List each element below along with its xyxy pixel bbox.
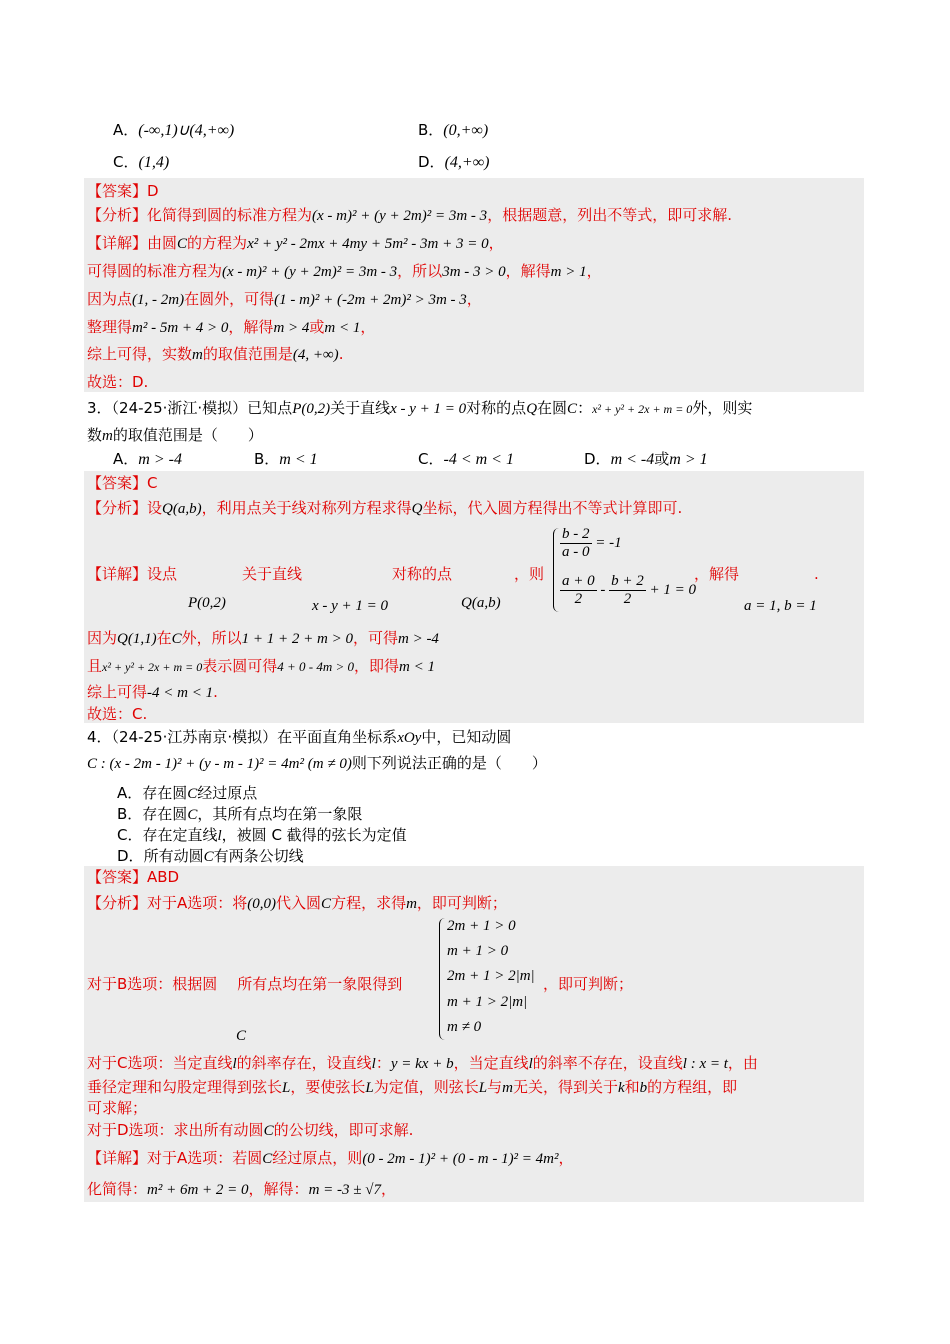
q4-detail-line-1 — [87, 1147, 865, 1170]
option-label: D． — [418, 153, 445, 171]
text: 在圆外，可得 — [184, 290, 275, 308]
text: 数 — [87, 426, 103, 444]
text: ， — [466, 290, 482, 308]
q3-answer: 【答案】C — [87, 474, 158, 492]
text: 关于直线 — [330, 399, 391, 417]
math: L — [282, 1080, 291, 1096]
text: 表示圆可得 — [202, 657, 278, 675]
text: 综上可得，实数 — [87, 345, 193, 363]
math: C — [187, 786, 198, 802]
text: 经过原点 — [197, 784, 258, 802]
text: 因为 — [87, 629, 118, 647]
text: 无关，得到关于 — [512, 1078, 618, 1096]
q3-text-then: ，则 — [514, 565, 545, 583]
q3-option-c — [418, 449, 514, 470]
q4-system-row-5: m ≠ 0 — [447, 1019, 482, 1035]
analysis-tag: 【分析】 — [87, 894, 148, 912]
q3-choice: 故选：C. — [87, 705, 148, 723]
q4-answer: 【答案】ABD — [87, 868, 180, 886]
option-label: C． — [113, 153, 139, 171]
q4-stem-line-1 — [87, 726, 865, 749]
text: 对于A选项：若圆 — [147, 1149, 263, 1167]
q4-system-row-2: m + 1 > 0 — [447, 943, 509, 959]
math: m — [192, 347, 203, 363]
math: (1 - m)² + (-2m + 2m)² > 3m - 3 — [274, 292, 467, 308]
q3-detail-tag — [87, 563, 197, 585]
option-label: C． — [117, 826, 143, 844]
option-label: C． — [418, 450, 444, 468]
math: L — [478, 1080, 488, 1096]
text: ，要使弦长 — [290, 1078, 366, 1096]
analysis-tag: 【分析】 — [87, 206, 148, 224]
operator: - — [600, 581, 606, 598]
option-math: -4 < m < 1 — [443, 451, 514, 468]
text: ，即得 — [354, 657, 400, 675]
text: ， — [380, 1180, 396, 1198]
q3-stem-line-1 — [87, 397, 865, 420]
q4-analysis-c-line-2 — [87, 1076, 865, 1099]
q3-system-row-1 — [560, 526, 622, 561]
text: ，当定直线 — [453, 1054, 529, 1072]
q3-stem-line-2 — [87, 424, 865, 447]
math: m² + 6m + 2 = 0 — [147, 1182, 249, 1198]
q4-analysis-a — [87, 892, 865, 915]
option-label: D． — [117, 847, 144, 865]
rhs: + 1 = 0 — [649, 581, 696, 598]
option-label: A． — [113, 121, 139, 139]
q3-detail-line-3 — [87, 655, 865, 678]
math: m < 1 — [399, 659, 436, 675]
text: ，解得 — [228, 318, 274, 336]
text: 在平面直角坐标系 — [277, 728, 398, 746]
q3-point-q — [461, 591, 521, 614]
q3-text-line: 关于直线 — [242, 565, 303, 583]
option-label: B． — [117, 805, 143, 823]
q2-option-b — [418, 120, 488, 141]
math: C — [187, 807, 198, 823]
math: a = 1, b = 1 — [744, 598, 817, 614]
math: Q — [411, 501, 423, 517]
q2-detail-line-1 — [87, 232, 865, 255]
math: b — [639, 1080, 648, 1096]
question-number: 3． — [87, 399, 112, 417]
q4-option-d — [117, 845, 895, 868]
text: 在 — [156, 629, 172, 647]
text: 设 — [147, 499, 163, 517]
denominator: 2 — [574, 591, 583, 607]
text: ： — [375, 1054, 391, 1072]
math: l — [528, 1056, 533, 1072]
math: P(0,2) — [292, 401, 331, 417]
q2-detail-line-4 — [87, 316, 865, 339]
text: 化简得： — [87, 1180, 148, 1198]
text: 存在圆 — [142, 784, 188, 802]
math: C — [177, 236, 188, 252]
text: 因为点 — [87, 290, 133, 308]
text: 对于B选项：根据圆 — [87, 975, 218, 993]
text: 所有点均在第一象限得到 — [237, 975, 403, 993]
math: 1 + 1 + 2 + m > 0 — [241, 631, 353, 647]
math: l : x = t — [682, 1056, 728, 1072]
text: 外，所以 — [181, 629, 242, 647]
text: 且 — [87, 657, 103, 675]
math: Q(a,b) — [162, 501, 202, 517]
q3-option-d — [584, 449, 708, 470]
q4-option-c — [117, 824, 895, 847]
rhs: = -1 — [595, 534, 622, 551]
text: ，即可判断； — [416, 894, 507, 912]
q4-stem-line-2 — [87, 752, 865, 775]
text: ，利用点关于线对称列方程求得 — [201, 499, 412, 517]
question-source: （24-25·江苏南京·模拟） — [111, 728, 278, 746]
q4-analysis-b — [87, 973, 437, 995]
text: 为定值，则弦长 — [373, 1078, 479, 1096]
math: C — [262, 1151, 273, 1167]
math: l — [217, 828, 222, 844]
math: Q — [526, 401, 538, 417]
text: 由圆 — [147, 234, 178, 252]
q4-option-b — [117, 803, 895, 826]
q4-option-a — [117, 782, 895, 805]
option-label: B． — [418, 121, 444, 139]
math: L — [365, 1080, 374, 1096]
text: 坐标，代入圆方程得出不等式计算即可. — [422, 499, 683, 517]
math: P(0,2) — [188, 595, 226, 611]
text: 在圆 — [537, 399, 568, 417]
text: 对于D选项：求出所有动圆 — [87, 1121, 264, 1139]
math: m² - 5m + 4 > 0 — [132, 320, 229, 336]
text: 化简得到圆的标准方程为 — [147, 206, 313, 224]
option-text: 或 — [654, 450, 670, 468]
math: C — [236, 1028, 247, 1044]
q4-analysis-c-line-3: 可求解； — [87, 1099, 148, 1117]
q2-detail-line-3 — [87, 288, 865, 311]
text: ， — [488, 234, 504, 252]
q3-point-p — [188, 591, 248, 614]
math: C — [263, 1123, 274, 1139]
question-source: （24-25·浙江·模拟） — [111, 399, 248, 417]
option-label: D． — [584, 450, 611, 468]
numerator: b - 2 — [562, 526, 590, 542]
denominator: a - 0 — [562, 544, 590, 560]
text: 对称的点 — [466, 399, 527, 417]
math: (x - m)² + (y + 2m)² = 3m - 3 — [222, 264, 398, 280]
text: ，解得 — [505, 262, 551, 280]
text: ， — [360, 318, 376, 336]
detail-tag: 【详解】 — [87, 234, 148, 252]
math: Q(1,1) — [117, 631, 157, 647]
q4-system-row-1: 2m + 1 > 0 — [447, 918, 516, 934]
fraction — [560, 526, 592, 561]
math: x - y + 1 = 0 — [390, 401, 467, 417]
math: l — [232, 1056, 237, 1072]
text: 的方程为 — [187, 234, 248, 252]
text: 则下列说法正确的是（ ） — [351, 754, 547, 772]
option-math: m < 1 — [279, 451, 318, 468]
text: 外，则实 — [692, 399, 753, 417]
math: x² + y² + 2x + m = 0 — [102, 660, 203, 674]
text: . — [213, 683, 218, 701]
text: 的取值范围是（ ） — [112, 426, 263, 444]
q3-period: . — [814, 565, 819, 583]
text: 代入圆 — [276, 894, 322, 912]
q4-analysis-d — [87, 1119, 865, 1142]
q3-text-sym: 对称的点 — [392, 565, 453, 583]
q3-text-solve: ，解得 — [694, 565, 740, 583]
math: (1, - 2m) — [132, 292, 185, 308]
q3-system-row-2 — [560, 573, 696, 608]
text: ，可得 — [352, 629, 398, 647]
text: 和 — [624, 1078, 640, 1096]
text: 的斜率存在，设直线 — [236, 1054, 372, 1072]
text: 中，已知动圆 — [421, 728, 512, 746]
text: 存在定直线 — [142, 826, 218, 844]
question-number: 4． — [87, 728, 112, 746]
option-math: (0,+∞) — [443, 122, 489, 139]
text: 已知点 — [247, 399, 293, 417]
math: m — [406, 896, 417, 912]
q4-system-row-4: m + 1 > 2|m| — [447, 994, 528, 1010]
math: m > 4 — [273, 320, 310, 336]
text: ，由 — [727, 1054, 758, 1072]
math: 3m - 3 > 0 — [442, 264, 506, 280]
q3-detail-line-2 — [87, 627, 865, 650]
text: ， — [586, 262, 602, 280]
q4-analysis-c-line-1 — [87, 1052, 865, 1075]
text: 或 — [309, 318, 325, 336]
denominator: 2 — [623, 591, 632, 607]
q2-choice: 故选：D. — [87, 373, 149, 391]
text: 可得圆的标准方程为 — [87, 262, 223, 280]
math: (4, +∞) — [292, 347, 339, 363]
option-label: B． — [254, 450, 280, 468]
option-math: (1,4) — [138, 154, 170, 171]
math: (x - m)² + (y + 2m)² = 3m - 3 — [312, 208, 488, 224]
option-math: (4,+∞) — [444, 154, 490, 171]
text: ， — [558, 1149, 574, 1167]
math: x - y + 1 = 0 — [312, 598, 389, 614]
math: m — [502, 1080, 513, 1096]
numerator: a + 0 — [562, 573, 595, 589]
q4-system-row-3: 2m + 1 > 2|m| — [447, 968, 535, 984]
q3-analysis — [87, 497, 865, 520]
math: C — [321, 896, 332, 912]
fraction — [609, 573, 646, 608]
math: Q(a,b) — [461, 595, 501, 611]
numerator: b + 2 — [611, 573, 644, 589]
q2-option-a — [113, 120, 234, 141]
text: ，所以 — [397, 262, 443, 280]
option-math: (-∞,1)∪(4,+∞) — [138, 122, 235, 139]
text: ： — [577, 399, 593, 417]
math: m < 1 — [324, 320, 361, 336]
detail-tag: 【详解】 — [87, 1149, 148, 1167]
math: m = -3 ± √7 — [308, 1182, 381, 1198]
q2-detail-line-2 — [87, 260, 865, 283]
text: 对于A选项：将 — [147, 894, 248, 912]
text: 与 — [487, 1078, 503, 1096]
text: 整理得 — [87, 318, 133, 336]
text: 的斜率不存在，设直线 — [532, 1054, 683, 1072]
analysis-tag: 【分析】 — [87, 499, 148, 517]
text: ，解得： — [248, 1180, 309, 1198]
option-label: A． — [117, 784, 143, 802]
text: . — [338, 345, 344, 363]
text: 存在圆 — [142, 805, 188, 823]
q4-detail-line-2 — [87, 1178, 865, 1201]
math: x² + y² - 2mx + 4my + 5m² - 3m + 3 = 0 — [247, 236, 489, 252]
math: -4 < m < 1 — [147, 685, 214, 701]
text: 有两条公切线 — [213, 847, 304, 865]
q2-answer: 【答案】D — [87, 182, 159, 200]
text: 所有动圆 — [143, 847, 204, 865]
text: 综上可得 — [87, 683, 148, 701]
q2-option-c — [113, 152, 169, 173]
detail-tag: 【详解】 — [87, 565, 148, 583]
math: m — [102, 428, 113, 444]
math: (0,0) — [247, 896, 277, 912]
q4-analysis-b-end: ，即可判断； — [543, 975, 634, 993]
text: ，被圆 C 截得的弦长为定值 — [221, 826, 407, 844]
option-math: m > 1 — [669, 451, 708, 468]
text: ，其所有点均在第一象限 — [197, 805, 363, 823]
q3-option-a — [113, 449, 182, 470]
text: 方程，求得 — [331, 894, 407, 912]
text: 经过原点，则 — [272, 1149, 363, 1167]
text: 对于C选项：当定直线 — [87, 1054, 233, 1072]
math: l — [371, 1056, 376, 1072]
fraction — [560, 573, 597, 608]
q3-detail-line-4 — [87, 681, 865, 704]
q2-analysis — [87, 204, 865, 227]
option-math: m > -4 — [138, 451, 182, 468]
text: 垂径定理和勾股定理得到弦长 — [87, 1078, 283, 1096]
math: y = kx + b — [390, 1056, 454, 1072]
text: 的取值范围是 — [202, 345, 293, 363]
math: x² + y² + 2x + m = 0 — [592, 402, 693, 416]
math: C : (x - 2m - 1)² + (y - m - 1)² = 4m² (m ≠ 0) — [87, 756, 352, 772]
text: 的公切线，即可求解. — [273, 1121, 414, 1139]
math: C — [171, 631, 182, 647]
q2-detail-line-5 — [87, 343, 865, 366]
math: (0 - 2m - 1)² + (0 - m - 1)² = 4m² — [362, 1151, 559, 1167]
q3-solution-values — [744, 594, 824, 617]
option-label: A． — [113, 450, 139, 468]
math: m > 1 — [550, 264, 587, 280]
option-math: m < -4 — [610, 451, 655, 468]
math: C — [567, 401, 578, 417]
text: ，根据题意，列出不等式，即可求解. — [487, 206, 732, 224]
math: xOy — [397, 730, 422, 746]
q2-option-d — [418, 152, 489, 173]
text: 的方程组，即 — [647, 1078, 738, 1096]
math: 4 + 0 - 4m > 0 — [277, 659, 355, 674]
q3-option-b — [254, 449, 318, 470]
text: 设点 — [147, 565, 178, 583]
math: k — [617, 1080, 625, 1096]
q4-circle-c — [236, 1024, 266, 1047]
q3-line-eq — [312, 594, 402, 617]
math: C — [203, 849, 214, 865]
math: m > -4 — [397, 631, 439, 647]
